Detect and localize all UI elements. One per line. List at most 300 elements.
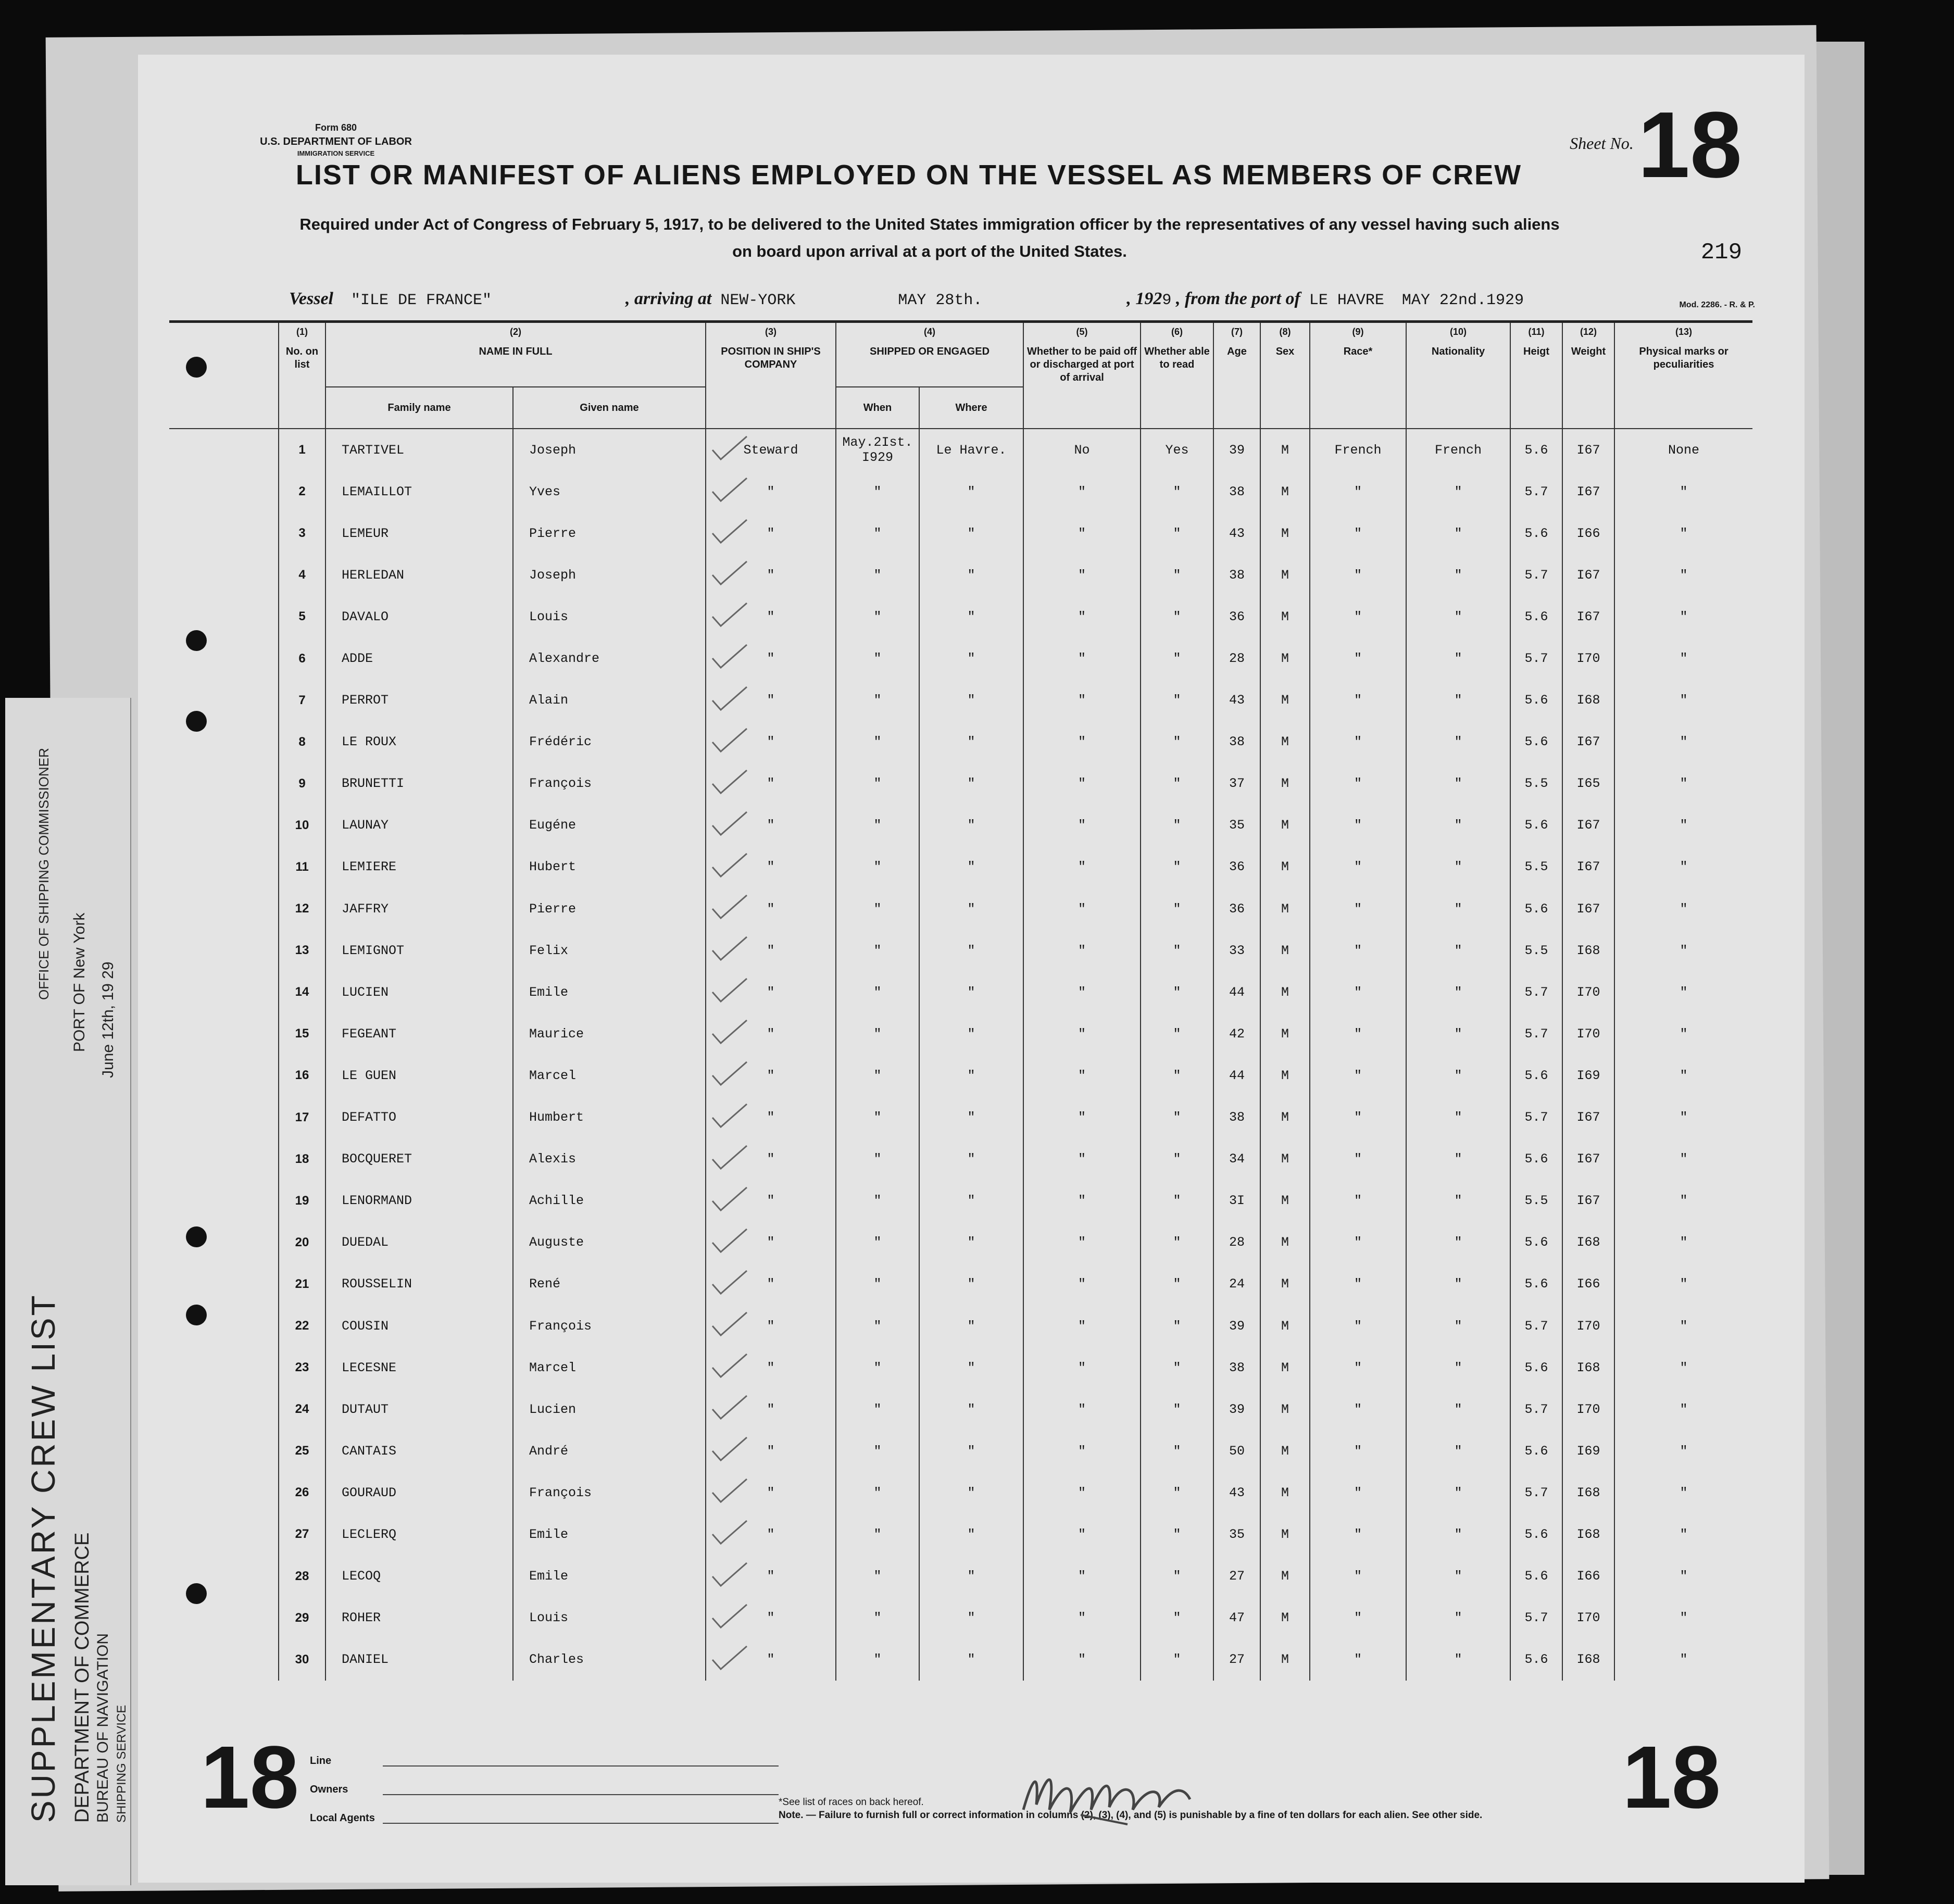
- paid-off-cell: ": [1023, 1347, 1141, 1388]
- sex-cell: M: [1260, 846, 1310, 888]
- height-cell: 5.7: [1510, 1305, 1562, 1347]
- race-cell: ": [1310, 471, 1406, 512]
- strip-port: PORT OF New York: [71, 912, 88, 1052]
- family-name-cell: LEMIGNOT: [325, 930, 513, 971]
- sex-cell: M: [1260, 1513, 1310, 1555]
- weight-cell: I70: [1562, 1305, 1614, 1347]
- paid-off-cell: ": [1023, 1013, 1141, 1055]
- age-cell: 27: [1213, 1639, 1260, 1681]
- given-name-cell: François: [513, 1305, 706, 1347]
- check-mark-icon: [711, 769, 748, 795]
- table-row: [169, 1055, 1752, 1096]
- check-mark-icon: [711, 1520, 748, 1546]
- age-cell: 42: [1213, 1013, 1260, 1055]
- paid-off-cell: ": [1023, 512, 1141, 554]
- column-header-when: When: [836, 387, 919, 429]
- sex-cell: M: [1260, 1263, 1310, 1305]
- height-cell: 5.6: [1510, 1055, 1562, 1096]
- shipped-when-cell: ": [836, 971, 919, 1013]
- nationality-cell: ": [1406, 1472, 1510, 1513]
- shipped-when-cell: ": [836, 1430, 919, 1472]
- age-cell: 35: [1213, 1513, 1260, 1555]
- sex-cell: M: [1260, 1388, 1310, 1430]
- able-to-read-cell: ": [1141, 596, 1213, 637]
- check-mark-icon: [711, 602, 748, 628]
- given-name-cell: Lucien: [513, 1388, 706, 1430]
- row-number-cell: 15: [279, 1013, 325, 1055]
- physical-marks-cell: ": [1614, 1388, 1752, 1430]
- sex-cell: M: [1260, 805, 1310, 846]
- paid-off-cell: ": [1023, 721, 1141, 763]
- position-text: ": [767, 1068, 775, 1083]
- sex-cell: M: [1260, 1097, 1310, 1138]
- shipped-where-cell: ": [919, 1013, 1023, 1055]
- column-header-height: (11) Heigt: [1510, 322, 1562, 429]
- race-cell: French: [1310, 429, 1406, 471]
- shipped-when-cell: ": [836, 1556, 919, 1597]
- vessel-name: "ILE DE FRANCE": [351, 292, 492, 309]
- column-header-where: Where: [919, 387, 1023, 429]
- age-cell: 36: [1213, 596, 1260, 637]
- height-cell: 5.6: [1510, 1513, 1562, 1555]
- shipped-where-cell: ": [919, 1138, 1023, 1180]
- position-cell: [706, 1597, 836, 1639]
- nationality-cell: ": [1406, 512, 1510, 554]
- sex-cell: M: [1260, 763, 1310, 805]
- position-cell: [706, 1222, 836, 1263]
- position-text: ": [767, 1151, 775, 1167]
- race-cell: ": [1310, 1347, 1406, 1388]
- given-name-cell: Emile: [513, 1513, 706, 1555]
- manifest-sheet: [138, 55, 1805, 1883]
- sex-cell: M: [1260, 554, 1310, 596]
- position-text: ": [767, 859, 775, 875]
- race-cell: ": [1310, 1597, 1406, 1639]
- position-text: ": [767, 693, 775, 708]
- sex-cell: M: [1260, 429, 1310, 471]
- blank-cell-cell: [169, 1639, 279, 1681]
- row-number-cell: 10: [279, 805, 325, 846]
- blank-cell-cell: [169, 1263, 279, 1305]
- year-label: , 192: [1126, 289, 1162, 308]
- given-name-cell: Emile: [513, 1556, 706, 1597]
- family-name-cell: FEGEANT: [325, 1013, 513, 1055]
- shipped-when-cell: ": [836, 1013, 919, 1055]
- position-text: ": [767, 1526, 775, 1542]
- sex-cell: M: [1260, 512, 1310, 554]
- weight-cell: I70: [1562, 1013, 1614, 1055]
- family-name-cell: ROHER: [325, 1597, 513, 1639]
- age-cell: 38: [1213, 721, 1260, 763]
- physical-marks-cell: ": [1614, 554, 1752, 596]
- check-mark-icon: [711, 686, 748, 712]
- sex-cell: M: [1260, 471, 1310, 512]
- age-cell: 3I: [1213, 1180, 1260, 1222]
- physical-marks-cell: ": [1614, 1263, 1752, 1305]
- position-text: ": [767, 1026, 775, 1042]
- local-agents-label: Local Agents: [310, 1812, 375, 1824]
- check-mark-icon: [711, 1436, 748, 1462]
- race-cell: ": [1310, 805, 1406, 846]
- row-number-cell: 18: [279, 1138, 325, 1180]
- shipped-when-cell: May.2Ist. I929: [836, 429, 919, 471]
- age-cell: 35: [1213, 805, 1260, 846]
- position-cell: [706, 512, 836, 554]
- table-row: [169, 1388, 1752, 1430]
- height-cell: 5.6: [1510, 721, 1562, 763]
- position-cell: [706, 554, 836, 596]
- shipped-when-cell: ": [836, 1263, 919, 1305]
- from-port: LE HAVRE: [1309, 292, 1384, 309]
- paid-off-cell: ": [1023, 1388, 1141, 1430]
- check-mark-icon: [711, 811, 748, 837]
- family-name-cell: LAUNAY: [325, 805, 513, 846]
- shipped-when-cell: ": [836, 1388, 919, 1430]
- legal-requirement-line1: Required under Act of Congress of February 5, 1917, to be delivered to the United States immigration officer by the representatives of any vessel having such aliens: [299, 215, 1560, 233]
- age-cell: 38: [1213, 554, 1260, 596]
- position-text: ": [767, 1276, 775, 1292]
- sex-cell: M: [1260, 1597, 1310, 1639]
- crew-rows: [169, 429, 1752, 1681]
- footer: [138, 1728, 1805, 1872]
- able-to-read-cell: ": [1141, 471, 1213, 512]
- position-cell: [706, 1305, 836, 1347]
- service-label: IMMIGRATION SERVICE: [297, 149, 375, 157]
- table-row: [169, 1513, 1752, 1555]
- sex-cell: M: [1260, 1013, 1310, 1055]
- shipped-when-cell: ": [836, 930, 919, 971]
- family-name-cell: LE ROUX: [325, 721, 513, 763]
- manifest-number: 219: [1700, 240, 1742, 266]
- blank-cell-cell: [169, 1347, 279, 1388]
- paid-off-cell: ": [1023, 1305, 1141, 1347]
- shipped-where-cell: ": [919, 1055, 1023, 1096]
- shipped-where-cell: ": [919, 596, 1023, 637]
- position-cell: [706, 637, 836, 679]
- physical-marks-cell: ": [1614, 805, 1752, 846]
- column-header-weight: (12) Weight: [1562, 322, 1614, 429]
- row-number-cell: 11: [279, 846, 325, 888]
- paid-off-cell: ": [1023, 1055, 1141, 1096]
- given-name-cell: Louis: [513, 1597, 706, 1639]
- position-cell: [706, 1388, 836, 1430]
- given-name-cell: Felix: [513, 930, 706, 971]
- check-mark-icon: [711, 936, 748, 962]
- able-to-read-cell: ": [1141, 805, 1213, 846]
- blank-cell-cell: [169, 680, 279, 721]
- physical-marks-cell: ": [1614, 1222, 1752, 1263]
- given-name-cell: Pierre: [513, 888, 706, 930]
- owners-rule: [383, 1794, 779, 1795]
- height-cell: 5.6: [1510, 596, 1562, 637]
- family-name-cell: ROUSSELIN: [325, 1263, 513, 1305]
- weight-cell: I68: [1562, 680, 1614, 721]
- position-text: ": [767, 1401, 775, 1417]
- sex-cell: M: [1260, 637, 1310, 679]
- able-to-read-cell: ": [1141, 1263, 1213, 1305]
- physical-marks-cell: None: [1614, 429, 1752, 471]
- position-text: ": [767, 776, 775, 792]
- height-cell: 5.5: [1510, 846, 1562, 888]
- race-cell: ": [1310, 1430, 1406, 1472]
- table-row: [169, 1305, 1752, 1347]
- family-name-cell: TARTIVEL: [325, 429, 513, 471]
- table-row: [169, 888, 1752, 930]
- nationality-cell: ": [1406, 1097, 1510, 1138]
- paid-off-cell: ": [1023, 554, 1141, 596]
- legal-requirement-line2: on board upon arrival at a port of the United States.: [732, 242, 1127, 260]
- able-to-read-cell: ": [1141, 680, 1213, 721]
- given-name-cell: André: [513, 1430, 706, 1472]
- nationality-cell: ": [1406, 971, 1510, 1013]
- table-row: [169, 1347, 1752, 1388]
- check-mark-icon: [711, 477, 748, 503]
- vessel-line: [289, 289, 1524, 309]
- position-cell: [706, 763, 836, 805]
- weight-cell: I69: [1562, 1430, 1614, 1472]
- table-header-row: [169, 322, 1752, 387]
- race-cell: ": [1310, 1222, 1406, 1263]
- blank-cell-cell: [169, 1013, 279, 1055]
- row-number-cell: 27: [279, 1513, 325, 1555]
- shipped-where-cell: ": [919, 1097, 1023, 1138]
- supplementary-crew-list-strip: [5, 698, 131, 1885]
- family-name-cell: CANTAIS: [325, 1430, 513, 1472]
- nationality-cell: ": [1406, 1180, 1510, 1222]
- table-row: [169, 1639, 1752, 1681]
- shipped-where-cell: ": [919, 637, 1023, 679]
- row-number-cell: 28: [279, 1556, 325, 1597]
- position-cell: [706, 971, 836, 1013]
- position-text: ": [767, 1235, 775, 1250]
- shipped-where-cell: ": [919, 1556, 1023, 1597]
- weight-cell: I68: [1562, 1513, 1614, 1555]
- table-row: [169, 721, 1752, 763]
- age-cell: 36: [1213, 888, 1260, 930]
- sex-cell: M: [1260, 1138, 1310, 1180]
- position-text: ": [767, 1110, 775, 1125]
- given-name-cell: Marcel: [513, 1347, 706, 1388]
- given-name-cell: Auguste: [513, 1222, 706, 1263]
- sex-cell: M: [1260, 1472, 1310, 1513]
- blank-cell-cell: [169, 721, 279, 763]
- shipped-when-cell: ": [836, 888, 919, 930]
- blank-cell-cell: [169, 637, 279, 679]
- physical-marks-cell: ": [1614, 1639, 1752, 1681]
- age-cell: 39: [1213, 1305, 1260, 1347]
- race-cell: ": [1310, 1472, 1406, 1513]
- from-label: , from the port of: [1175, 289, 1300, 308]
- able-to-read-cell: ": [1141, 1055, 1213, 1096]
- age-cell: 39: [1213, 1388, 1260, 1430]
- age-cell: 38: [1213, 1097, 1260, 1138]
- physical-marks-cell: ": [1614, 1430, 1752, 1472]
- position-cell: [706, 805, 836, 846]
- blank-cell-cell: [169, 888, 279, 930]
- weight-cell: I67: [1562, 1138, 1614, 1180]
- able-to-read-cell: ": [1141, 1513, 1213, 1555]
- nationality-cell: ": [1406, 805, 1510, 846]
- blank-cell-cell: [169, 1097, 279, 1138]
- physical-marks-cell: ": [1614, 1138, 1752, 1180]
- shipped-when-cell: ": [836, 637, 919, 679]
- able-to-read-cell: ": [1141, 1222, 1213, 1263]
- check-mark-icon: [711, 1145, 748, 1171]
- shipped-when-cell: ": [836, 680, 919, 721]
- given-name-cell: Frédéric: [513, 721, 706, 763]
- nationality-cell: ": [1406, 1388, 1510, 1430]
- table-row: [169, 805, 1752, 846]
- column-header-family: Family name: [325, 387, 513, 429]
- physical-marks-cell: ": [1614, 846, 1752, 888]
- race-cell: ": [1310, 1138, 1406, 1180]
- blank-cell-cell: [169, 1388, 279, 1430]
- agents-rule: [383, 1823, 779, 1824]
- able-to-read-cell: ": [1141, 1180, 1213, 1222]
- able-to-read-cell: ": [1141, 1347, 1213, 1388]
- row-number-cell: 19: [279, 1180, 325, 1222]
- sex-cell: M: [1260, 888, 1310, 930]
- strip-date: June 12th, 19 29: [99, 961, 117, 1078]
- nationality-cell: ": [1406, 1305, 1510, 1347]
- paid-off-cell: ": [1023, 1222, 1141, 1263]
- check-mark-icon: [711, 1395, 748, 1421]
- given-name-cell: Humbert: [513, 1097, 706, 1138]
- position-cell: [706, 846, 836, 888]
- shipped-where-cell: ": [919, 1639, 1023, 1681]
- race-cell: ": [1310, 721, 1406, 763]
- blank-cell-cell: [169, 971, 279, 1013]
- shipped-where-cell: ": [919, 888, 1023, 930]
- shipped-when-cell: ": [836, 554, 919, 596]
- shipped-where-cell: Le Havre.: [919, 429, 1023, 471]
- row-number-cell: 25: [279, 1430, 325, 1472]
- height-cell: 5.6: [1510, 1430, 1562, 1472]
- height-cell: 5.5: [1510, 763, 1562, 805]
- column-header-paid-off: (5) Whether to be paid off or discharged at port of arrival: [1023, 322, 1141, 429]
- position-text: ": [767, 1652, 775, 1668]
- paid-off-cell: ": [1023, 1180, 1141, 1222]
- table-row: [169, 1430, 1752, 1472]
- weight-cell: I66: [1562, 1556, 1614, 1597]
- column-header-no: (1) No. on list: [279, 322, 325, 429]
- given-name-cell: Eugéne: [513, 805, 706, 846]
- age-cell: 43: [1213, 1472, 1260, 1513]
- physical-marks-cell: ": [1614, 888, 1752, 930]
- position-cell: [706, 1013, 836, 1055]
- family-name-cell: LEMIERE: [325, 846, 513, 888]
- nationality-cell: ": [1406, 1263, 1510, 1305]
- shipped-when-cell: ": [836, 1097, 919, 1138]
- age-cell: 38: [1213, 1347, 1260, 1388]
- weight-cell: I68: [1562, 930, 1614, 971]
- column-header-read: (6) Whether able to read: [1141, 322, 1213, 429]
- blank-cell-cell: [169, 1055, 279, 1096]
- physical-marks-cell: ": [1614, 680, 1752, 721]
- check-mark-icon: [711, 1019, 748, 1045]
- physical-marks-cell: ": [1614, 1347, 1752, 1388]
- position-cell: [706, 930, 836, 971]
- physical-marks-cell: ": [1614, 637, 1752, 679]
- row-number-cell: 2: [279, 471, 325, 512]
- paid-off-cell: ": [1023, 1513, 1141, 1555]
- shipped-where-cell: ": [919, 805, 1023, 846]
- year-digit: 9: [1162, 292, 1172, 309]
- from-date: MAY 22nd.1929: [1401, 292, 1524, 309]
- physical-marks-cell: ": [1614, 1472, 1752, 1513]
- nationality-cell: ": [1406, 1556, 1510, 1597]
- nationality-cell: ": [1406, 930, 1510, 971]
- blank-cell-cell: [169, 805, 279, 846]
- able-to-read-cell: ": [1141, 512, 1213, 554]
- sheet-number-value: 18: [1637, 93, 1742, 197]
- row-number-cell: 9: [279, 763, 325, 805]
- row-number-cell: 3: [279, 512, 325, 554]
- weight-cell: I68: [1562, 1222, 1614, 1263]
- paid-off-cell: ": [1023, 1430, 1141, 1472]
- table-row: [169, 596, 1752, 637]
- table-row: [169, 1472, 1752, 1513]
- shipped-when-cell: ": [836, 596, 919, 637]
- physical-marks-cell: ": [1614, 1097, 1752, 1138]
- height-cell: 5.7: [1510, 471, 1562, 512]
- shipped-when-cell: ": [836, 1305, 919, 1347]
- blank-cell-cell: [169, 1430, 279, 1472]
- given-name-cell: Yves: [513, 471, 706, 512]
- able-to-read-cell: ": [1141, 1013, 1213, 1055]
- check-mark-icon: [711, 1478, 748, 1504]
- table-row: [169, 1222, 1752, 1263]
- age-cell: 28: [1213, 637, 1260, 679]
- race-cell: ": [1310, 930, 1406, 971]
- shipped-where-cell: ": [919, 512, 1023, 554]
- check-mark-icon: [711, 1186, 748, 1212]
- physical-marks-cell: ": [1614, 971, 1752, 1013]
- race-cell: ": [1310, 596, 1406, 637]
- family-name-cell: DUTAUT: [325, 1388, 513, 1430]
- position-cell: [706, 1055, 836, 1096]
- height-cell: 5.7: [1510, 1597, 1562, 1639]
- races-note: *See list of races on back hereof.: [779, 1797, 924, 1808]
- age-cell: 27: [1213, 1556, 1260, 1597]
- blank-cell-cell: [169, 429, 279, 471]
- nationality-cell: ": [1406, 1347, 1510, 1388]
- check-mark-icon: [711, 894, 748, 920]
- blank-cell-cell: [169, 1597, 279, 1639]
- physical-marks-cell: ": [1614, 1180, 1752, 1222]
- paid-off-cell: ": [1023, 1097, 1141, 1138]
- table-row: [169, 1097, 1752, 1138]
- row-number-cell: 26: [279, 1472, 325, 1513]
- able-to-read-cell: Yes: [1141, 429, 1213, 471]
- row-number-cell: 16: [279, 1055, 325, 1096]
- position-text: ": [767, 1569, 775, 1584]
- race-cell: ": [1310, 1180, 1406, 1222]
- position-text: ": [767, 1443, 775, 1459]
- race-cell: ": [1310, 512, 1406, 554]
- arriving-label: , arriving at: [625, 289, 712, 308]
- paid-off-cell: ": [1023, 846, 1141, 888]
- shipped-where-cell: ": [919, 1388, 1023, 1430]
- table-row: [169, 971, 1752, 1013]
- weight-cell: I67: [1562, 596, 1614, 637]
- age-cell: 34: [1213, 1138, 1260, 1180]
- shipped-when-cell: ": [836, 763, 919, 805]
- blank-cell-cell: [169, 1513, 279, 1555]
- age-cell: 47: [1213, 1597, 1260, 1639]
- family-name-cell: DEFATTO: [325, 1097, 513, 1138]
- position-cell: [706, 1472, 836, 1513]
